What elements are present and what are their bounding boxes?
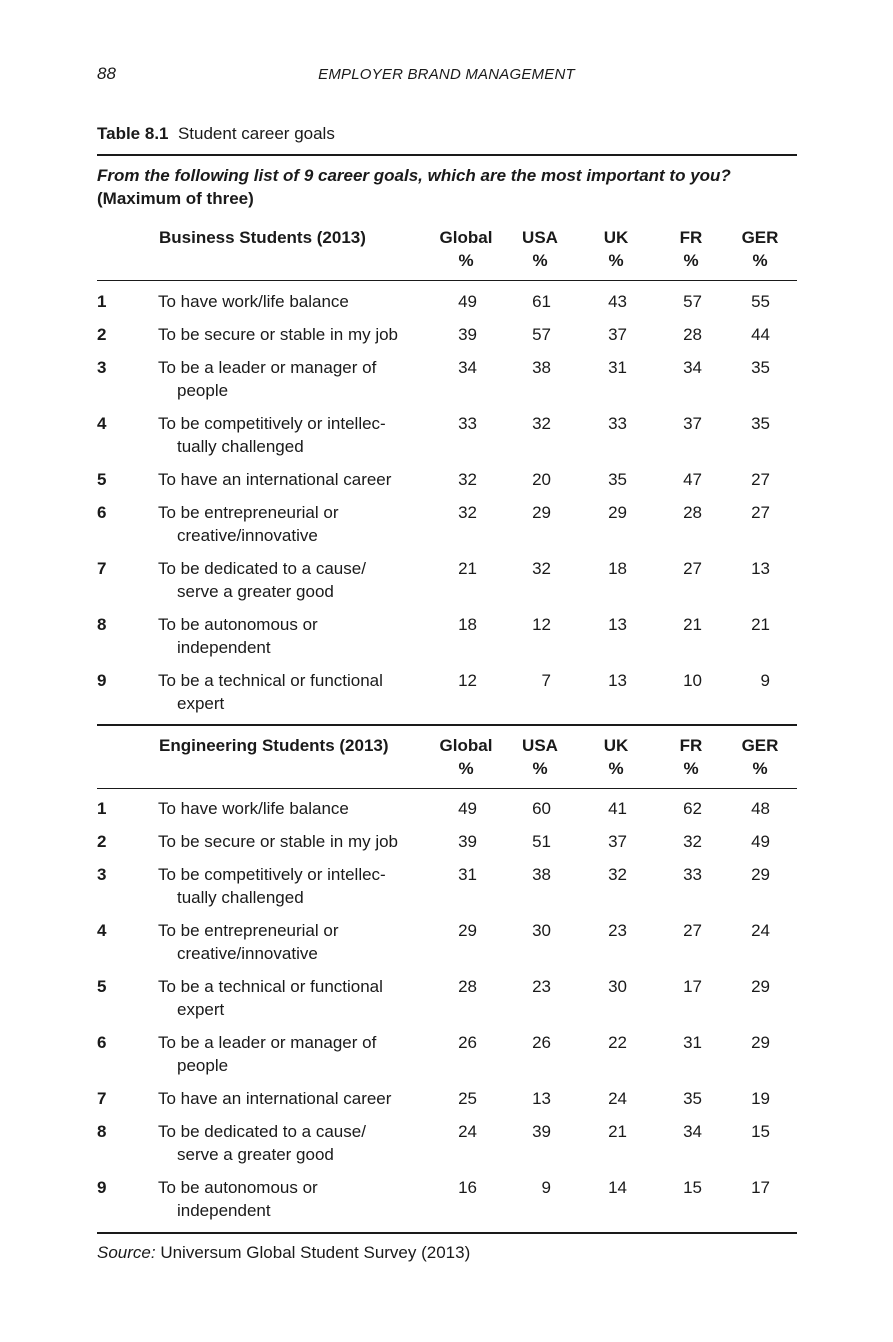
question-note: (Maximum of three): [97, 189, 254, 208]
goal-text: [158, 975, 433, 1021]
value-fr: 34: [683, 1122, 702, 1141]
rank-number: 6: [97, 503, 107, 522]
value-uk: 43: [608, 292, 627, 311]
value-fr: 35: [683, 1089, 702, 1108]
value-usa: 23: [532, 977, 551, 996]
survey-question: [97, 164, 797, 210]
column-code: UK: [603, 228, 629, 247]
value-fr: 21: [683, 615, 702, 634]
column-header-fr: [656, 226, 726, 272]
goal-line-continued: serve a greater good: [177, 1145, 334, 1164]
value-fr: 31: [683, 1033, 702, 1052]
value-global: 39: [458, 325, 477, 344]
value-uk: 41: [608, 799, 627, 818]
value-global: 24: [458, 1122, 477, 1141]
value-usa: 29: [532, 503, 551, 522]
rank-number: 8: [97, 615, 107, 634]
value-ger: 27: [751, 503, 770, 522]
column-unit: %: [608, 251, 624, 270]
value-uk: 35: [608, 470, 627, 489]
column-code: UK: [603, 736, 629, 755]
value-fr: 33: [683, 865, 702, 884]
value-usa: 26: [532, 1033, 551, 1052]
table-caption: [97, 124, 335, 144]
value-ger: 9: [760, 671, 770, 690]
column-code: FR: [679, 736, 703, 755]
value-usa: 7: [541, 671, 551, 690]
value-usa: 38: [532, 865, 551, 884]
value-uk: 22: [608, 1033, 627, 1052]
value-global: 26: [458, 1033, 477, 1052]
table-title: Student career goals: [177, 124, 335, 143]
value-uk: 14: [608, 1178, 627, 1197]
goal-text: [158, 557, 433, 603]
column-header-usa: [505, 734, 575, 780]
header-rule: [97, 280, 797, 281]
value-fr: 37: [683, 414, 702, 433]
goal-line-continued: people: [177, 381, 229, 400]
value-fr: 57: [683, 292, 702, 311]
goal-line: To be dedicated to a cause/: [158, 559, 366, 578]
goal-line: To have work/life balance: [158, 799, 349, 818]
value-global: 16: [458, 1178, 477, 1197]
column-header-global: [431, 226, 501, 272]
goal-text: [158, 412, 433, 458]
goal-text: [158, 1120, 433, 1166]
goal-line: To be a leader or manager of: [158, 358, 377, 377]
section-end-rule: [97, 724, 797, 726]
value-global: 49: [458, 799, 477, 818]
source-label: Source:: [97, 1243, 156, 1262]
goal-line: To have an international career: [158, 1089, 392, 1108]
value-uk: 23: [608, 921, 627, 940]
goal-line-continued: independent: [177, 1201, 271, 1220]
question-text: From the following list of 9 career goals, which are the most important to you?: [97, 166, 731, 185]
value-ger: 35: [751, 414, 770, 433]
goal-line-continued: expert: [177, 694, 225, 713]
column-header-ger: [725, 734, 795, 780]
goal-text: [158, 919, 433, 965]
goal-text: [158, 830, 433, 853]
section-title: Engineering Students (2013): [159, 736, 389, 755]
value-uk: 37: [608, 832, 627, 851]
value-usa: 13: [532, 1089, 551, 1108]
value-global: 32: [458, 503, 477, 522]
column-unit: %: [683, 759, 699, 778]
value-global: 33: [458, 414, 477, 433]
goal-text: [158, 356, 433, 402]
column-code: FR: [679, 228, 703, 247]
column-unit: %: [752, 251, 768, 270]
goal-line: To be a leader or manager of: [158, 1033, 377, 1052]
value-ger: 44: [751, 325, 770, 344]
goal-line: To be competitively or intellec-: [158, 414, 386, 433]
column-code: Global: [439, 228, 493, 247]
column-header-ger: [725, 226, 795, 272]
rank-number: 3: [97, 358, 107, 377]
value-ger: 29: [751, 865, 770, 884]
value-ger: 19: [751, 1089, 770, 1108]
value-uk: 31: [608, 358, 627, 377]
column-unit: %: [683, 251, 699, 270]
goal-line: To be a technical or functional: [158, 671, 383, 690]
value-uk: 24: [608, 1089, 627, 1108]
column-unit: %: [532, 759, 548, 778]
column-code: USA: [522, 736, 558, 755]
goal-line: To be competitively or intellec-: [158, 865, 386, 884]
goal-line-continued: tually challenged: [177, 888, 304, 907]
value-fr: 28: [683, 503, 702, 522]
value-global: 29: [458, 921, 477, 940]
goal-line: To be a technical or functional: [158, 977, 383, 996]
column-unit: %: [458, 759, 474, 778]
rank-number: 7: [97, 1089, 107, 1108]
value-fr: 32: [683, 832, 702, 851]
column-header-uk: [581, 226, 651, 272]
goal-text: [158, 863, 433, 909]
value-usa: 51: [532, 832, 551, 851]
goal-line-continued: expert: [177, 1000, 225, 1019]
value-uk: 21: [608, 1122, 627, 1141]
column-unit: %: [608, 759, 624, 778]
value-usa: 20: [532, 470, 551, 489]
value-usa: 57: [532, 325, 551, 344]
rank-number: 5: [97, 977, 107, 996]
goal-line-continued: people: [177, 1056, 229, 1075]
goal-line-continued: tually challenged: [177, 437, 304, 456]
value-ger: 17: [751, 1178, 770, 1197]
value-fr: 15: [683, 1178, 702, 1197]
rank-number: 9: [97, 671, 107, 690]
goal-line: To have an international career: [158, 470, 392, 489]
rank-number: 2: [97, 832, 107, 851]
goal-text: [158, 1087, 433, 1110]
table-label: Table 8.1: [97, 124, 169, 143]
value-uk: 13: [608, 615, 627, 634]
column-code: Global: [439, 736, 493, 755]
value-fr: 17: [683, 977, 702, 996]
value-fr: 34: [683, 358, 702, 377]
rank-number: 1: [97, 292, 107, 311]
value-usa: 60: [532, 799, 551, 818]
goal-line: To be entrepreneurial or: [158, 921, 339, 940]
goal-line-continued: creative/innovative: [177, 526, 318, 545]
rank-number: 7: [97, 559, 107, 578]
goal-text: [158, 797, 433, 820]
value-usa: 32: [532, 414, 551, 433]
rank-number: 6: [97, 1033, 107, 1052]
column-header-fr: [656, 734, 726, 780]
section-end-rule: [97, 1232, 797, 1234]
rank-number: 2: [97, 325, 107, 344]
value-fr: 47: [683, 470, 702, 489]
page-number: 88: [97, 64, 116, 83]
value-uk: 13: [608, 671, 627, 690]
value-uk: 29: [608, 503, 627, 522]
value-ger: 29: [751, 977, 770, 996]
value-usa: 38: [532, 358, 551, 377]
rank-number: 8: [97, 1122, 107, 1141]
value-ger: 35: [751, 358, 770, 377]
source-text: Universum Global Student Survey (2013): [160, 1243, 471, 1262]
column-header-usa: [505, 226, 575, 272]
value-fr: 10: [683, 671, 702, 690]
value-ger: 55: [751, 292, 770, 311]
value-ger: 29: [751, 1033, 770, 1052]
value-global: 12: [458, 671, 477, 690]
value-usa: 12: [532, 615, 551, 634]
goal-line: To be entrepreneurial or: [158, 503, 339, 522]
value-global: 39: [458, 832, 477, 851]
goal-text: [158, 290, 433, 313]
value-usa: 32: [532, 559, 551, 578]
value-ger: 27: [751, 470, 770, 489]
source-note: [97, 1243, 470, 1263]
section-title: Business Students (2013): [159, 228, 366, 247]
rank-number: 5: [97, 470, 107, 489]
value-uk: 18: [608, 559, 627, 578]
goal-line: To have work/life balance: [158, 292, 349, 311]
value-fr: 27: [683, 559, 702, 578]
value-uk: 37: [608, 325, 627, 344]
goal-line: To be secure or stable in my job: [158, 325, 399, 344]
value-global: 49: [458, 292, 477, 311]
goal-line: To be autonomous or: [158, 615, 318, 634]
value-global: 21: [458, 559, 477, 578]
goal-line-continued: serve a greater good: [177, 582, 334, 601]
top-rule: [97, 154, 797, 156]
column-header-global: [431, 734, 501, 780]
column-code: GER: [741, 228, 779, 247]
value-uk: 33: [608, 414, 627, 433]
value-uk: 30: [608, 977, 627, 996]
value-ger: 49: [751, 832, 770, 851]
rank-number: 9: [97, 1178, 107, 1197]
goal-line-continued: independent: [177, 638, 271, 657]
goal-line-continued: creative/innovative: [177, 944, 318, 963]
column-code: GER: [741, 736, 779, 755]
column-unit: %: [532, 251, 548, 270]
running-head: EMPLOYER BRAND MANAGEMENT: [318, 66, 575, 83]
value-global: 25: [458, 1089, 477, 1108]
value-global: 28: [458, 977, 477, 996]
goal-line: To be secure or stable in my job: [158, 832, 399, 851]
value-uk: 32: [608, 865, 627, 884]
goal-text: [158, 468, 433, 491]
value-global: 34: [458, 358, 477, 377]
goal-text: [158, 501, 433, 547]
value-usa: 61: [532, 292, 551, 311]
goal-line: To be autonomous or: [158, 1178, 318, 1197]
rank-number: 4: [97, 414, 107, 433]
value-global: 31: [458, 865, 477, 884]
goal-text: [158, 1031, 433, 1077]
value-ger: 48: [751, 799, 770, 818]
goal-text: [158, 669, 433, 715]
column-code: USA: [522, 228, 558, 247]
value-global: 32: [458, 470, 477, 489]
value-fr: 28: [683, 325, 702, 344]
value-usa: 9: [541, 1178, 551, 1197]
value-fr: 27: [683, 921, 702, 940]
value-ger: 24: [751, 921, 770, 940]
value-usa: 30: [532, 921, 551, 940]
rank-number: 1: [97, 799, 107, 818]
goal-text: [158, 613, 433, 659]
column-unit: %: [458, 251, 474, 270]
value-ger: 15: [751, 1122, 770, 1141]
rank-number: 4: [97, 921, 107, 940]
rank-number: 3: [97, 865, 107, 884]
value-ger: 21: [751, 615, 770, 634]
value-global: 18: [458, 615, 477, 634]
goal-line: To be dedicated to a cause/: [158, 1122, 366, 1141]
value-usa: 39: [532, 1122, 551, 1141]
goal-text: [158, 323, 433, 346]
header-rule: [97, 788, 797, 789]
goal-text: [158, 1176, 433, 1222]
value-ger: 13: [751, 559, 770, 578]
value-fr: 62: [683, 799, 702, 818]
column-unit: %: [752, 759, 768, 778]
column-header-uk: [581, 734, 651, 780]
